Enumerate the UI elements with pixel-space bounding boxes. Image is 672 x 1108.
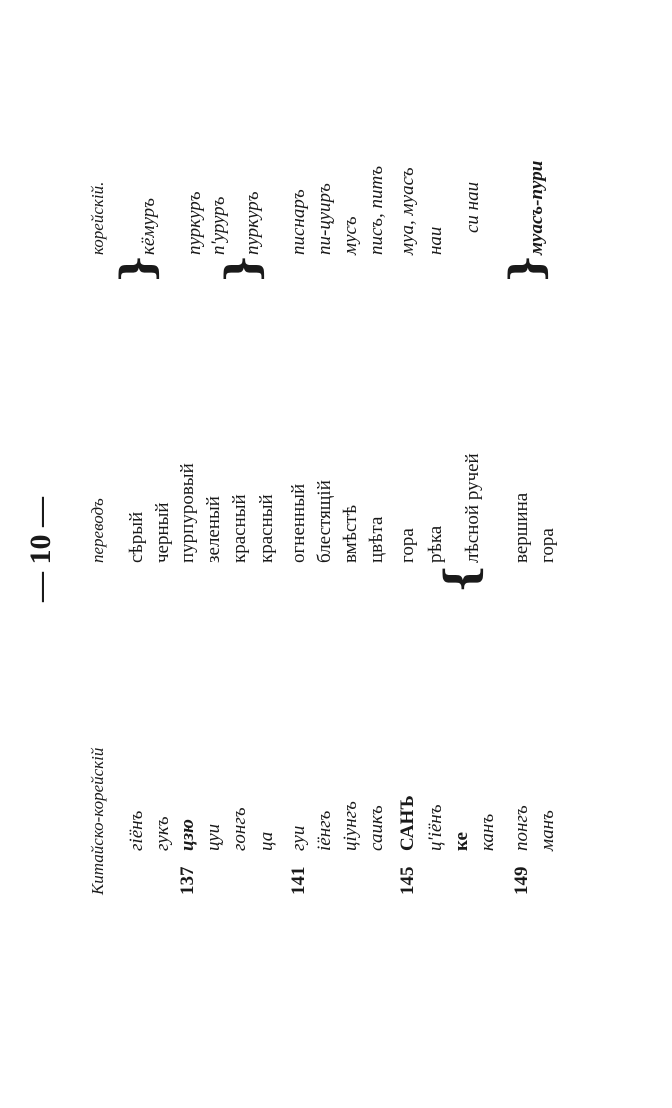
chinese-korean-word: гонгъ	[229, 807, 250, 851]
entry-number: 149	[511, 866, 532, 895]
chinese-korean-header: Китайско-корейскій	[88, 747, 107, 895]
chinese-korean-word: іёнгъ	[314, 810, 335, 851]
translation-word: блестящій	[314, 480, 335, 563]
korean-word: п'уруръ	[208, 196, 229, 255]
chinese-korean-word: САНЪ	[397, 795, 418, 851]
left-brace: {	[436, 564, 487, 593]
korean-word: пи-цуиръ	[314, 183, 335, 255]
korean-word: мусъ	[340, 216, 361, 255]
chinese-korean-word: гуи	[288, 825, 309, 851]
chinese-korean-word: гукъ	[152, 816, 173, 851]
right-brace: }	[112, 254, 163, 283]
korean-word: кёмуръ	[138, 198, 159, 255]
chinese-korean-word: саикъ	[366, 805, 387, 851]
entry-number-145	[396, 867, 420, 896]
entry-number: 137	[177, 866, 198, 895]
translation-word: вмѣстѣ	[340, 504, 361, 563]
translation-word: черный	[152, 502, 173, 563]
chinese-korean-word: ц'іёнъ	[425, 804, 446, 851]
translation-word: сѣрый	[126, 511, 147, 563]
right-brace: }	[217, 254, 268, 283]
korean-word: пуркуръ	[242, 191, 263, 255]
translation-word: вершина	[511, 492, 532, 563]
chinese-korean-word: цуи	[203, 823, 224, 851]
chinese-korean-word: цiунгъ	[340, 801, 361, 851]
translation-word: красный	[256, 494, 277, 563]
korean-word: пуркуръ	[184, 191, 205, 255]
translation-word: лѣсной ручей	[462, 453, 483, 563]
translation-word: гора	[537, 528, 558, 563]
right-brace: }	[501, 254, 552, 283]
translation-word: пурпуровый	[177, 463, 198, 563]
chinese-korean-word: гіёнъ	[126, 810, 147, 851]
entry-number-149	[510, 867, 534, 896]
korean-word: муа, муасъ	[397, 167, 418, 255]
chinese-korean-word: понгъ	[511, 805, 532, 851]
chinese-korean-word: манъ	[537, 810, 558, 851]
korean-header: корейскій.	[88, 181, 107, 255]
translation-word: огненный	[288, 483, 309, 563]
entry-number: 145	[397, 866, 418, 895]
korean-word: муасъ-пури	[526, 160, 547, 255]
entry-number: 141	[288, 866, 309, 895]
entry-number-137	[176, 867, 200, 896]
chinese-korean-word: ца	[256, 831, 277, 851]
entry-number-141	[287, 867, 311, 896]
chinese-korean-word: ке	[451, 832, 472, 851]
translation-word: цвѣта	[366, 516, 387, 563]
korean-word: писнаръ	[288, 189, 309, 255]
translation-word: рѣка	[425, 525, 446, 563]
page-number: — 10 —	[24, 497, 57, 602]
translation-header: переводъ	[88, 498, 107, 563]
korean-word: наи	[425, 226, 446, 255]
translation-word: зеленый	[203, 496, 224, 563]
chinese-korean-word: цзю	[177, 819, 198, 851]
translation-word: красный	[229, 494, 250, 563]
chinese-korean-word: канъ	[477, 813, 498, 851]
korean-word: си наи	[462, 181, 483, 233]
korean-word: писъ, питъ	[366, 165, 387, 255]
translation-word: гора	[397, 528, 418, 563]
